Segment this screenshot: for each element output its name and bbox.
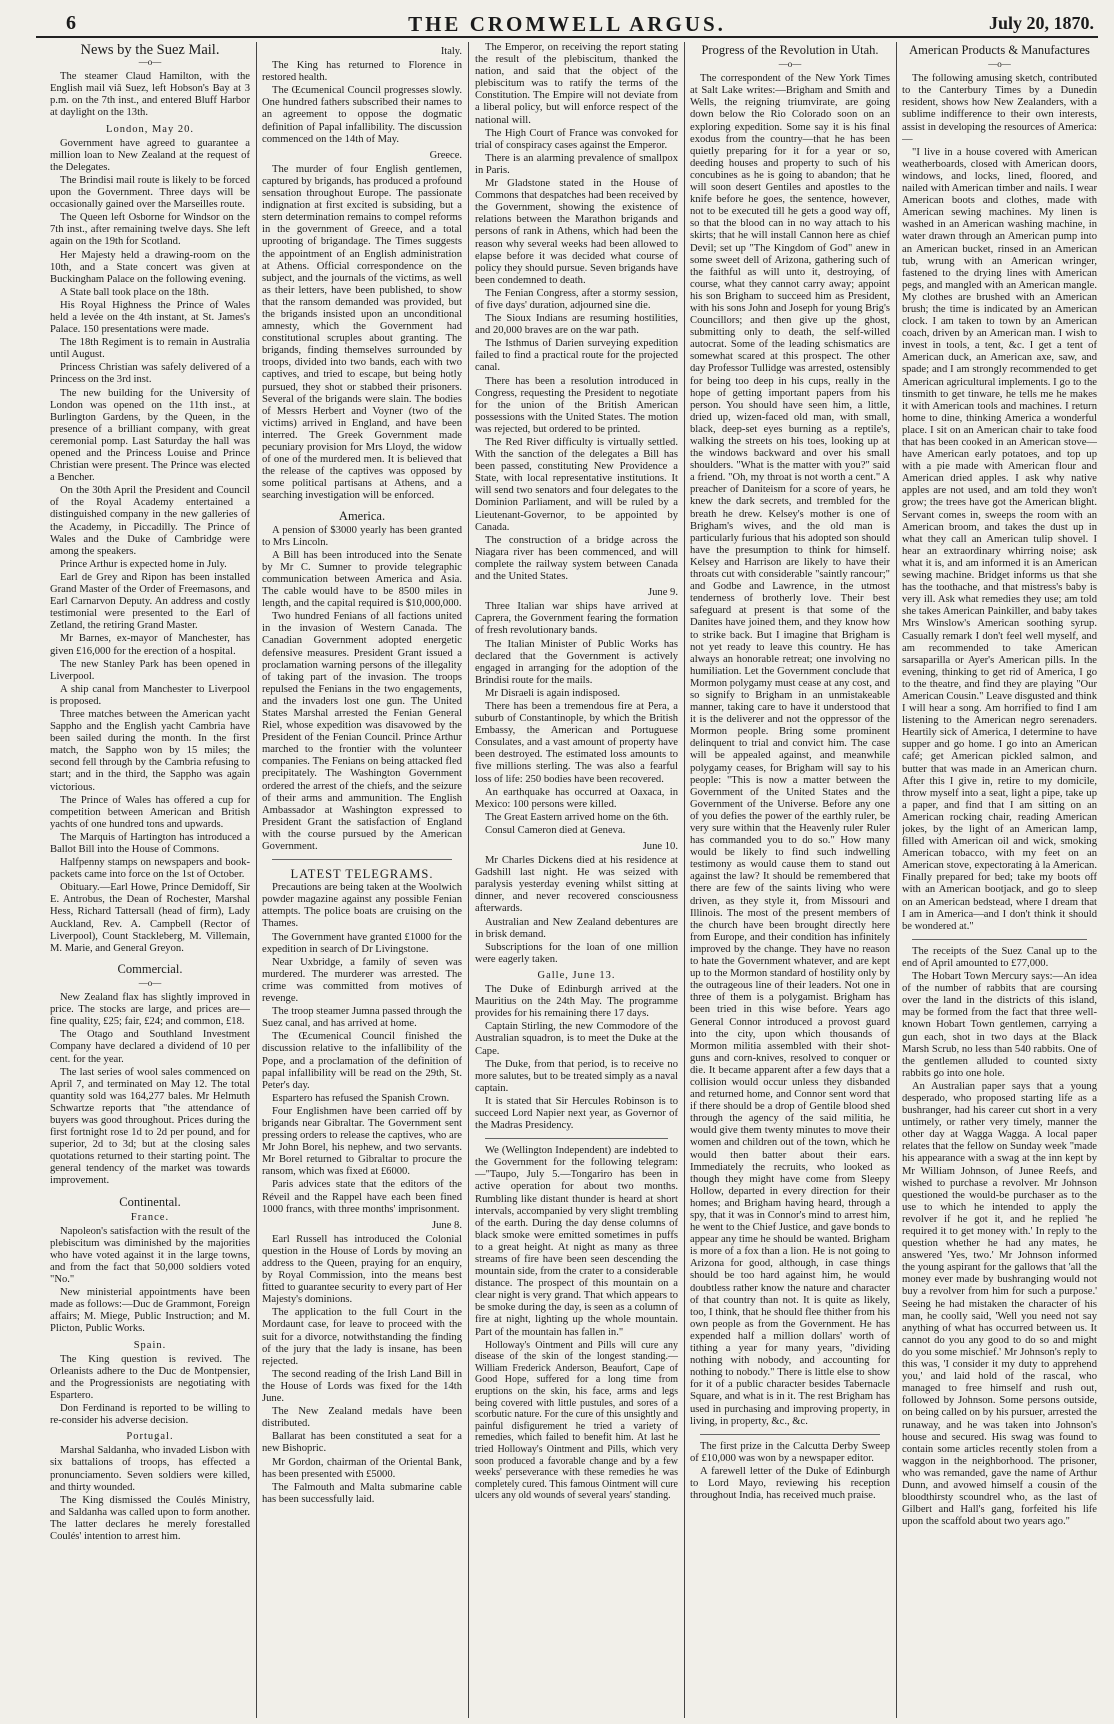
paragraph: The Fenian Congress, after a stormy session, of five days' duration, adjourned sine die. xyxy=(475,287,678,311)
paragraph: The new building for the University of London was opened on the 11th inst., at Burlington Gardens, by the Queen, in the presence of a brilliant company, with great ceremonial pomp. Last Saturday the hall was opened and the Princess Louise and Prince Christian were present. The Prince was elected a Bencher. xyxy=(50,387,250,484)
paragraph: The second reading of the Irish Land Bill in the House of Lords was fixed for the 14th June. xyxy=(262,1368,462,1405)
paragraph: A farewell letter of the Duke of Edinburgh to Lord Mayo, reviewing his reception throughout India, has received much praise. xyxy=(690,1465,890,1502)
paragraph: New ministerial appointments have been made as follows:—Duc de Grammont, Foreign affairs; M. Miege, Public Instruction; and M. Plicton, Public Works. xyxy=(50,1287,250,1335)
paragraph: The Marquis of Hartington has introduced a Ballot Bill into the House of Commons. xyxy=(50,831,250,855)
paragraph: The Duke of Edinburgh arrived at the Mauritius on the 24th May. The programme provides for his remaining there 17 days. xyxy=(475,984,678,1020)
column-rule xyxy=(684,42,685,1718)
paragraph: There has been a resolution introduced in Congress, requesting the President to negotiate for the union of the British American possessions with the United States. The motion was rejected, but ordered to be printed. xyxy=(475,375,678,435)
paragraph: On the 30th April the President and Council of the Royal Academy entertained a distinguished company in the new galleries of the Academy, in Piccadilly. The Prince of Wales and the Duke of Cambridge were among the speakers. xyxy=(50,485,250,557)
column-4 xyxy=(690,42,890,1718)
paragraph: Consul Cameron died at Geneva. xyxy=(485,824,626,836)
page-number: 6 xyxy=(66,12,76,34)
paragraph: The Isthmus of Darien surveying expedition failed to find a practical route for the projected canal. xyxy=(475,338,678,374)
paragraph: The application to the full Court in the Mordaunt case, for leave to proceed with the suit for a divorce, notwithstanding the finding of the jury that the lady is insane, has been rejected. xyxy=(262,1307,462,1367)
column-rule xyxy=(468,42,469,1718)
paragraph: The steamer Claud Hamilton, with the English mail viâ Suez, left Hobson's Bay at 3 p.m. on the 7th inst., and entered Bluff Harbor at daylight on the 13th. xyxy=(50,71,250,119)
paragraph: The King question is revived. The Orleanists adhere to the Duc de Montpensier, and the Progressionists are negotiating with Espartero. xyxy=(50,1353,250,1401)
column-5 xyxy=(902,42,1097,1718)
paragraph: Mr Disraeli is again indisposed. xyxy=(485,687,621,699)
paragraph: The Falmouth and Malta submarine cable has been successfully laid. xyxy=(262,1481,462,1505)
paragraph: The King dismissed the Coulés Ministry, and Saldanha was called upon to form another. The latter declares he merely forestalled Coulés' intention to arrest him. xyxy=(50,1494,250,1542)
dateline: June 8. xyxy=(431,1219,462,1231)
subheading: Italy. xyxy=(440,46,462,57)
article-headline: Progress of the Revolution in Utah. xyxy=(701,43,879,57)
paragraph: "I live in a house covered with American weatherboards, closed with American doors, windows, and locks, lined, floored, and nailed with American timber and nails. I wear American boots and clothes, made with American sewing machines. My linen is washed in an American washing machine, in water drawn through an American pump into an American bucket, rinsed in an American tub, wrung with an American wringer, fastened to the drying lines with American pegs, and mangled with an American mangle. My clothes are brushed with an American brush; the time is indicated by an American clock. I am taken to town by an American coach, driven by an American man. I wish to invest in tools, a tent, &c. I get a tent of American duck, an American axe, saw, and spade; and I am strongly recommended to get American agricultural implements. I go to the tinsmith to get tinware, he tells me he makes it with American tools and machines. I return home to dine, thinking America a wonderful place. I sit on an American chair to take food that has been cooked in an American stove—have American early potatoes, and top up with a pie made with American flour and American dried apples. I ask why native apples are not used, and am told they won't grow; the trees have got the American blight. Servant comes in, sweeps the room with an American broom, and takes the dust up in what they call an American tulip shovel. I hear an extraordinary whirring noise; ask what it is, and am informed it is an American sewing machine. Bridget informs us that she has the toothache, and that mistress's baby is very ill. Ask what remedies they use; am told she takes American Painkiller, and baby takes Mrs Winslow's American soothing syrup. Casually remark I don't feel well myself, and am recommended to take American sarsaparilla or Ayer's American pills. In the evening, thinking to get rid of America, I go to the theatre, and find they are playing "Our American Cousin." Leave disgusted and think I will hear a song. Am horrified to find I am listening to the American negro serenaders. Heartily sick of America, I determine to have supper and go home. I go into an American café; get American pickled salmon, and butter that was made in an American churn. After this I give in, retire to my domicile, throw myself into a seat, light a pipe, take up a paper, and find that I am sitting on an American rocking chair, reading American jokes, by the light of an American lamp, filled with American oil and wick, smoking American tobacco, with my feet on an American stove, expectorating à la American. Finally prepared for bed; take my boots off with an American bootjack, and go to sleep on an American bedstead, where I dream that I am in America—and I don't think it should be wondered at." xyxy=(902,146,1097,932)
paragraph: Prince Arthur is expected home in July. xyxy=(60,558,227,570)
paragraph: Captain Stirling, the new Commodore of the Australian squadron, is to meet the Duke at the Cape. xyxy=(475,1021,678,1057)
subheading: Spain. xyxy=(133,1339,167,1351)
paragraph: The Queen left Osborne for Windsor on the 7th inst., after remaining twelve days. She left again on the 19th for Scotland. xyxy=(50,212,250,248)
paragraph: The Brindisi mail route is likely to be forced upon the Government. Three days will be occasionally gained over the Marseilles route. xyxy=(50,174,250,211)
paragraph: New Zealand flax has slightly improved in price. The stocks are large, and prices are—fine quality, £25; fair, £24; and common, £18. xyxy=(50,992,250,1028)
paragraph: The Red River difficulty is virtually settled. With the sanction of the delegates a Bill has been passed, constituting New Providence a State, with local representative institutions. It will send two senators and four delegates to the Dominion Parliament, and will be ruled by a Lieutenant-Governor, to be appointed by Canada. xyxy=(475,437,678,533)
paragraph: The first prize in the Calcutta Derby Sweep of £10,000 was won by a newspaper editor. xyxy=(690,1440,890,1464)
article-headline: News by the Suez Mail. xyxy=(80,42,220,58)
divider: —o— xyxy=(138,57,162,68)
column-2 xyxy=(262,42,462,1718)
paragraph: The receipts of the Suez Canal up to the end of April amounted to £77,000. xyxy=(902,945,1097,969)
column-rule xyxy=(256,42,257,1718)
section-heading: LATEST TELEGRAMS. xyxy=(290,867,434,882)
paragraph: There has been a tremendous fire at Pera, a suburb of Constantinople, by which the British Embassy, the American and Portuguese Consulates, and a vast amount of property have been destroyed. The estimated loss amounts to five millions sterling. The was also a fearful loss of life: 250 bodies have been recovered. xyxy=(475,700,678,785)
divider xyxy=(912,939,1088,940)
paragraph: The Italian Minister of Public Works has declared that the Government is actively engaged in arranging for the adoption of the Brindisi route for the mails. xyxy=(475,638,678,686)
paragraph: The murder of four English gentlemen, captured by brigands, has produced a profound sensation throughout Europe. The passionate indignation at first excited is subsiding, but a stern determination remains to compel reforms in the government of Greece, and a total uprooting of brigandage. The Times suggests the appointment of an English administration at Athens. Official correspondence on the subject, and the journals of the victims, as well as their letters, have been published, to show that the ransom demanded was provided, but the brigands insisted upon an unconditional amnesty, which the Government had constitutional scruples about granting. The brigands, finding themselves surrounded by troops, divided into two bands, each with two captives, and tried to escape, but being hotly pursued, they shot or stabbed their prisoners. Several of the brigands were slain. The bodies of Messrs Herbert and Voyner (two of the victims) arrived in England, and have been interred. The Greek Government made pecuniary provision for Mrs Lloyd, the widow of one of the murdered men. It is believed that the release of the captives was opposed by some political partisans at Athens, and a searching investigation will be enforced. xyxy=(262,163,462,502)
paragraph: The Duke, from that period, is to receive no more salutes, but to be treated simply as a naval captain. xyxy=(475,1058,678,1094)
paragraph: The Œcumenical Council progresses slowly. One hundred fathers subscribed their names to an agreement to oppose the dogmatic definition of Papal infallibility. The discussion commenced on the 14th of May. xyxy=(262,85,462,145)
paragraph: Her Majesty held a drawing-room on the 10th, and a State concert was given at Buckingham Palace on the following evening. xyxy=(50,249,250,285)
paragraph: Three matches between the American yacht Sappho and the English yacht Cambria have been sailed during the month. In the first match, the Sappho won by 15 miles; the second fell through by the Cambria refusing to start; and in the third, the Sappho was again victorious. xyxy=(50,708,250,793)
paragraph: There is an alarming prevalence of smallpox in Paris. xyxy=(475,152,678,176)
dateline: June 9. xyxy=(647,587,678,599)
divider xyxy=(485,1138,668,1139)
section-heading: Continental. xyxy=(119,1194,181,1209)
dateline: London, May 20. xyxy=(106,123,194,135)
paragraph: Obituary.—Earl Howe, Prince Demidoff, Sir E. Antrobus, the Dean of Rochester, Marshal Hess, Richard Tattersall (head of firm), Lady Auckland, Rev. A. Campbell (Rector of Liverpool), Count Stackleberg, M. Villemain, M. Marie, and General Greyon. xyxy=(50,882,250,954)
paragraph: The Great Eastern arrived home on the 6th. xyxy=(485,811,669,823)
paragraph: Three Italian war ships have arrived at Caprera, the Government fearing the formation of fresh revolutionary bands. xyxy=(475,601,678,637)
section-heading: Commercial. xyxy=(117,961,183,976)
paragraph: A pension of $3000 yearly has been granted to Mrs Lincoln. xyxy=(262,524,462,548)
paragraph: Four Englishmen have been carried off by brigands near Gibraltar. The Government sent pressing orders to release the captives, who are Mr John Borel, his nephew, and two servants. Mr Borel returned to Gibraltar to procure the ransom, which was fixed at £6000. xyxy=(262,1105,462,1178)
paragraph: The New Zealand medals have been distributed. xyxy=(262,1406,462,1430)
paragraph: The Œcumenical Council finished the discussion relative to the infallibility of the Pope, and a proclamation of the definition of papal infallibility will be read on the 29th, St. Peter's day. xyxy=(262,1031,462,1091)
column-1 xyxy=(50,42,250,1718)
paragraph: The Otago and Southland Investment Company have declared a dividend of 10 per cent. for the year. xyxy=(50,1029,250,1065)
paragraph: The Hobart Town Mercury says:—An idea of the number of rabbits that are coursing over the land in the districts of this island, may be formed from the fact that three well-known Hobart Town gentlemen, carrying a gun each, shot in two days at the Black Marsh Scrub, no less than 540 rabbits. One of the gentlemen alluded to counted sixty rabbits go into one hole. xyxy=(902,971,1097,1079)
paragraph: The Prince of Wales has offered a cup for competition between American and British yachts of one hundred tons and upwards. xyxy=(50,794,250,830)
article-headline: American Products & Manufactures xyxy=(909,43,1090,57)
paragraph: Government have agreed to guarantee a million loan to New Zealand at the request of the Delegates. xyxy=(50,137,250,173)
subheading: France. xyxy=(130,1211,170,1223)
paragraph: A ship canal from Manchester to Liverpool is proposed. xyxy=(50,683,250,707)
paragraph: Near Uxbridge, a family of seven was murdered. The murderer was arrested. The crime was committed from motives of revenge. xyxy=(262,956,462,1005)
dateline: June 10. xyxy=(642,841,678,852)
paragraph: A State ball took place on the 18th. xyxy=(60,286,209,298)
paragraph: We (Wellington Independent) are indebted to the Government for the following telegram:—"Taupo, July 5.—Tongariro has been in active operation for about two months. Rumbling like distant thunder is heard at short intervals, accompanied by very slight trembling of the earth. During the day dense columns of black smoke were emitted sometimes in puffs to a great height. At night as many as three streams of fire have been seen descending the mountain side, from the crater to a considerable distance. The prospect of this mountain on a clear night is very grand. That which appears to be smoke during the day, is seen as a column of fire at night, lighting up the whole mountain. Part of the mountain has fallen in." xyxy=(475,1145,678,1338)
paragraph: Princess Christian was safely delivered of a Princess on the 3rd inst. xyxy=(50,362,250,386)
paragraph: The last series of wool sales commenced on April 7, and terminated on May 12. The total quantity sold was 164,277 bales. Mr Helmuth Schwartze reports that "the attendance of buyers was good throughout. Prices during the first fortnight rose 1d to 2d per pound, and for superior, 2d to 3d; but at the closing sales quotations returned to their starting point. The general tendency of the market was towards improvement. xyxy=(50,1066,250,1187)
paragraph: An Australian paper says that a young desperado, who proposed starting life as a bushranger, had his career cut short in a very untimely, or rather very timely, manner the other day at Wagga Wagga. A local paper relates that the fellow on Sunday week "made his appearance with a swag at the inn kept by Mr William Johnson, of Junee Reefs, and wished to purchase a revolver. Mr Johnson questioned the would-be purchaser as to the use to which he intended to apply the revolver if he got it, and he replied 'he required it to get money with.' In reply to the question whether he had any mates, he answered 'Yes, two.' Mr Johnson informed the young aspirant for the gallows that 'all the money ever made by bushranging would not buy a revolver from him for such a purpose.' Seeing he had mistaken the character of his man, he coolly said, 'Well you need not say anything of what has occurred between us. It cannot do you any good to do so and might do you some mischief.' Mr Johnson's reply to this was, 'I consider it my duty to apprehend you,' and laid hold of the rascal, who managed to free himself and rush out, followed by Johnson. Some persons outside, on being called on by his pursuer, arrested the runaway, and he was taken into Johnson's house and secured. His swag was found to contain some articles recently stolen from a waggon in the neighborhood. The prisoner, who was remanded, gave the name of Arthur Dunn, and avowed himself a cousin of the bloodthirsty scoundrel who, as the last of Gilbert and Hall's gang, forfeited his life upon the scaffold about two years ago." xyxy=(902,1080,1097,1528)
issue-date: July 20, 1870. xyxy=(988,13,1094,33)
paragraph: An earthquake has occurred at Oaxaca, in Mexico: 100 persons were killed. xyxy=(475,786,678,810)
paragraph: Marshal Saldanha, who invaded Lisbon with six battalions of troops, has effected a pronunciamento. Seven soldiers were killed, and thirty wounded. xyxy=(50,1445,250,1493)
divider xyxy=(272,859,452,860)
divider: —o— xyxy=(138,977,162,988)
paragraph: Mr Barnes, ex-mayor of Manchester, has given £16,000 for the erection of a hospital. xyxy=(50,633,250,657)
column-3 xyxy=(475,42,678,1718)
paragraph: The new Stanley Park has been opened in Liverpool. xyxy=(50,658,250,682)
paragraph: The Sioux Indians are resuming hostilities, and 20,000 braves are on the war path. xyxy=(475,313,678,337)
divider xyxy=(700,1434,880,1435)
paragraph: Napoleon's satisfaction with the result of the plebiscitum was diminished by the majorities who have voted against it in the large towns, and from the fact that 50,000 soldiers voted "No." xyxy=(50,1225,250,1286)
paragraph: Halfpenny stamps on newspapers and book-packets came into force on the 1st of October. xyxy=(50,857,250,881)
paragraph: The construction of a bridge across the Niagara river has been commenced, and will complete the railway system between Canada and the United States. xyxy=(475,534,678,583)
column-rule xyxy=(896,42,897,1718)
paragraph: A Bill has been introduced into the Senate by Mr C. Sumner to provide telegraphic communication between America and Asia. The cable would have to be 8500 miles in length, and the capital required is $10,000,000. xyxy=(262,549,462,610)
paragraph: The High Court of France was convoked for trial of conspiracy cases against the Emperor. xyxy=(475,127,678,151)
subheading: Portugal. xyxy=(126,1431,174,1443)
paragraph: The 18th Regiment is to remain in Australia until August. xyxy=(50,337,250,361)
paragraph: Earl de Grey and Ripon has been installed Grand Master of the Order of Freemasons, and Earl Carnarvon Deputy. An address and costly testimonial were presented to the Earl of Zetland, the retiring Grand Master. xyxy=(50,571,250,632)
dateline: Galle, June 13. xyxy=(537,969,616,981)
paragraph: Mr Charles Dickens died at his residence at Gadshill last night. He was seized with paralysis yesterday evening whilst sitting at dinner, and never recovered consciousness afterwards. xyxy=(475,855,678,915)
divider: —o— xyxy=(988,59,1011,70)
paragraph: Espartero has refused the Spanish Crown. xyxy=(272,1092,450,1104)
paragraph: The troop steamer Jumna passed through the Suez canal, and has arrived at home. xyxy=(262,1006,462,1030)
paragraph: Australian and New Zealand debentures are in brisk demand. xyxy=(475,916,678,940)
subheading: Greece. xyxy=(429,149,462,161)
paragraph: Two hundred Fenians of all factions united in the invasion of Western Canada. The Canadian Government adopted energetic defensive measures. President Grant issued a proclamation warning persons of the illegality of taking part of the invasion. The troops repulsed the Fenians in the two engagements, and the invaders lost one gun. The United States Marshal arrested the Fenian General Riel, whose expedition was disavowed by the President of the Fenian Council. Prince Arthur marched to the frontier with the volunteer companies. The Fenians on being attacked fled precipitately. The Washington Government ordered the arrest of the chiefs, and the seizure of their arms and ammunition. The English Ambassador at Washington expressed to President Grant the satisfaction of England with the course pursued by the American Government. xyxy=(262,611,462,852)
paragraph: His Royal Highness the Prince of Wales held a levée on the 4th instant, at St. James's Palace. 150 presentations were made. xyxy=(50,299,250,336)
paragraph: Mr Gladstone stated in the House of Commons that despatches had been received by the Government, showing the existence of relations between the Marathon brigands and persons of rank in Athens, which had been the reason why several weeks had been allowed to elapse before it was decided what course of policy they should pursue. Seven brigands have been condemned to death. xyxy=(475,178,678,286)
paragraph: It is stated that Sir Hercules Robinson is to succeed Lord Napier next year, as Governor of the Madras Presidency. xyxy=(475,1095,678,1132)
paragraph: The King has returned to Florence in restored health. xyxy=(262,60,462,84)
paragraph: Earl Russell has introduced the Colonial question in the House of Lords by moving an address to the Queen, praying for an enquiry, by Royal Commission, into the means best fitted to guarantee security to every part of Her Majesty's dominions. xyxy=(262,1233,462,1306)
paragraph: Ballarat has been constituted a seat for a new Bishopric. xyxy=(262,1431,462,1455)
paragraph: Don Ferdinand is reported to be willing to re-consider his adverse decision. xyxy=(50,1403,250,1427)
paragraph: Mr Gordon, chairman of the Oriental Bank, has been presented with £5000. xyxy=(262,1456,462,1480)
paragraph: The Government have granted £1000 for the expedition in search of Dr Livingstone. xyxy=(262,931,462,955)
masthead xyxy=(36,6,1098,38)
section-heading: America. xyxy=(338,509,386,524)
newspaper-title: THE CROMWELL ARGUS. xyxy=(408,12,726,36)
advertisement: Holloway's Ointment and Pills will cure any disease of the skin of the longest standing.—William Frederick Anderson, Beaufort, Cape of Good Hope, suffered for a long time from eruptions on the skin, his face, arms and legs being covered with little pustules, and sores of a scorbutic nature. For the cure of this unsightly and painful disfigurement he tried a variety of remedies, which failed to benefit him. At last he tried Holloway's Ointment and Pills, which very soon produced a favorable change and by a few weeks' perseverance with these remedies he was completely cured. This famous Ointment will cure ulcers any old wounds of several years' standing. xyxy=(475,1339,678,1502)
paragraph: Precautions are being taken at the Woolwich powder magazine against any possible Fenian attempts. The police boats are cruising on the Thames. xyxy=(262,882,462,930)
paragraph: The following amusing sketch, contributed to the Canterbury Times by a Dunedin resident, shows how New Zealanders, with a sublime indifference to their own interests, assist in developing the resources of America:— xyxy=(902,73,1097,145)
paragraph: Paris advices state that the editors of the Réveil and the Rappel have each been fined 1000 francs, with three months' imprisonment. xyxy=(262,1179,462,1215)
paragraph: Subscriptions for the loan of one million were eagerly taken. xyxy=(475,941,678,965)
divider: —o— xyxy=(778,59,802,70)
paragraph: The Emperor, on receiving the report stating the result of the plebiscitum, thanked the nation, and said that the object of the plebiscitum was to ratify the terms of the Constitution. The Empire will not deviate from a liberal policy, but will enforce respect of the national will. xyxy=(475,42,678,126)
paragraph: The correspondent of the New York Times at Salt Lake writes:—Brigham and Smith and Wells, the reigning triumvirate, are going down below the Rio Colorado soon on an exploring expedition. Some say it is his final exodus from the country—that he has been quietly preparing for it for a year or so, deeding houses and property to such of his concubines as he is going to abandon; that he will soon desert Gentiles and apostles to the knife before he goes, the sentence, however, not to be executed till he gets a good way off, so that the blood can in no way attach to his skirts; that he will install Cannon here as chief Devil; set up "The Kingdom of God" anew in some sweet dell of Arizona, gathering such of the faithful as will unto it, destroying, of course, what they cannot carry away; appoint his son Brigham to succeed him as President, with his sons John and Joseph for young Brig's Councillors; and then give up the ghost, submitting only to death, the self-willed autocrat. Some of the leading schismatics are somewhat scared at this prospect. The other day Professor Tullidge was arrested, ostensibly for being too deep in his cups, really in the hope of getting important papers from his person. You should have seen him, a little, dried up, wizen-faced old man, with small, black, deep-set eyes burning as a reptile's, walking the streets on his toes, looking up at the windows backward and over his small shoulders. "What is the matter with you?" said a friend. "Oh, my throat is not worth a cent." A preacher of Daniteism for a score of years, he knew the dark secrets, and trembled for the breath he drew. Kelsey's mother is one of Brigham's wives, and the old man is particularly furious that his adopted son should have the presumption to think for himself. Kelsey and Harrison are likely to have their throats cut with considerable "saintly rancour;" and Godbe and Lawrence, in the utmost tenderness of brotherly love. Their best safeguard at present is that some of the Danites have joined them, and they know how to strike back. But I imagine that Brigham is not yet ready to leave this country. He has always an honorable retreat; one involving no humiliation. Let the Government conclude that Mormon polygamy must cease at any cost, and so signify to Brigham in an unmistakeable manner, taking care to have it understood that it is the deliverer and not the oppressor of the Mormon people. Bring some prominent delinquent to trial and convict him. The case will be appealed against, and meanwhile polygamy ceases, for Brigham will say to his people: "This is now a matter between the Government of the United States and the Government of the Universe. Before any one of you defies the power of the earthly ruler, be very sure within that the Heavenly ruler Ruler has commanded you to do so." How many would be likely to find such indwelling testimony as would cause them to stand out against the law? It should be remembered that there are few of the saints living who were driven, as they style it, from Missouri and Illinois. The most of the present members of the church have been brought directly here from Europe, and their condition has infinitely improved by the change. They have no reason to hate the Government whatever, and are kept up to the Mormon standard of hostility only by the outrageous line of their leaders. Not one in three of them is a polygamist. Brigham has been tried in this wise before. Years ago General Connor introduced a provost guard into the city, upon which thousands of Mormon militia assembled with their shot-guns and corn-knives, resolved to conquer or die. It became apparent after a few days that a collision would occur unless they disbanded and returned home, and Connor sent word that if there should be a drop of Gentile blood shed through the agency of the said militia, he would give them twenty minutes to move their women and children out of the town, which he would then batter about their ears. Immediately the recruits, who looked as though they might have come from Sleepy Hollow, departed in every direction for their homes; and Brigham having heard, through a spy, that it was in Connor's mind to arrest him, he went to the Chief Justice, and gave bonds to appear any time he should be wanted. Brigham is more of a fox than a lion. He is not going to Arizona for good, although, in case things should be too hard against him, he would doubtless rather know the nature and character of that country than not. It is quite as likely, too, I think, that he should flee thither from his own people as from the Government. He has expended half a million dollars' worth of tithing a year for many years, "dividing nothing with nobody, and accounting for nothing to nobody." There is little else to show for it of a public character besides Tabernacle Square, and what is in it. The rest Brigham has used in purchasing and improving property, in living, in property, &c., &c. xyxy=(690,73,890,1427)
